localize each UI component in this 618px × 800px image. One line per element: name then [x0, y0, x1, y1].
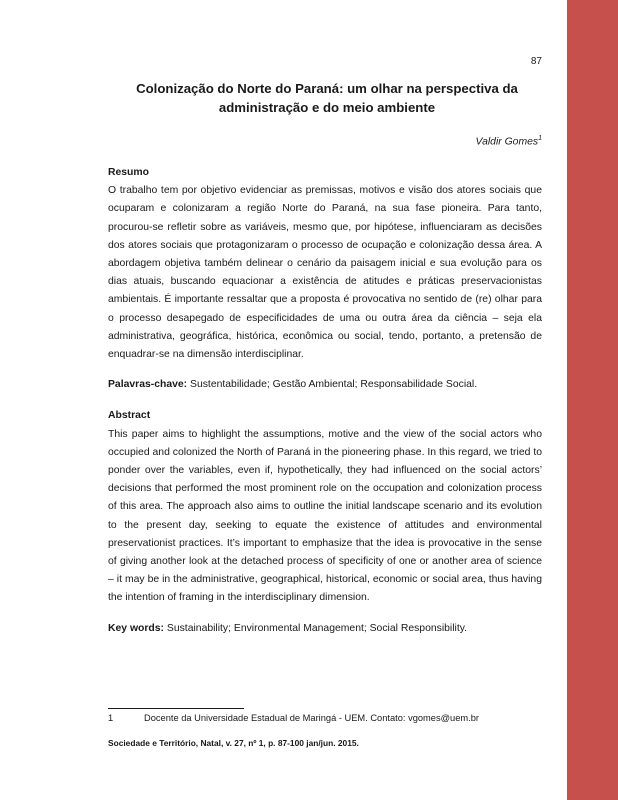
page-number: 87: [530, 56, 542, 67]
journal-citation: Sociedade e Território, Natal, v. 27, nº 1, p. 87-100 jan/jun. 2015.: [108, 738, 359, 748]
key-words-text: Sustainability; Environmental Management; Social Responsibility.: [166, 622, 468, 634]
author-name: Valdir Gomes: [475, 136, 539, 148]
footnote: [108, 713, 542, 723]
abstract-text: This paper aims to highlight the assumptions, motive and the view of the social actors who occupied and colonized the North of Paraná in the pioneering phase. In this regard, we tried to ponder over the variables, even if, hypothetically, they had influenced on the social actors’ decisions that performed the most prominent role on the occupation and colonization process of this area. The approach also aims to outline the initial landscape scenario and its evolution to the present day, seeking to equate the existence of attitudes and environmental preservationist practices. It’s important to emphasize that the idea is provocative in the sense of giving another look at the detached process of specificity of one or another area of science – it may be in the administrative, geographical, historical, economic or social area, thus having the intention of framing in the interdisciplinary dimension.: [108, 428, 542, 604]
resumo-heading: Resumo: [108, 167, 149, 178]
footnote-number: 1: [108, 713, 114, 723]
side-color-band: [567, 0, 618, 800]
resumo-text: O trabalho tem por objetivo evidenciar as premissas, motivos e visão dos atores sociais que ocuparam e colonizaram a região Norte do Paraná, na sua fase pioneira. Para tanto, procurou-se refletir sobre as variáveis, mesmo que, por hipótese, influenciaram as decisões dos atores sociais que protagonizaram o processo de ocupação e colonização dessa área. A abordagem objetiva também delinear o cenário da paisagem inicial e sua evolução para os dias atuais, buscando equacionar a existência de atitudes e práticas preservacionistas ambientais. É importante ressaltar que a proposta é provocativa no sentido de (re) olhar para o processo desapegado de especificidades de uma ou outra área da ciência – seja ela administrativa, geográfica, histórica, econômica ou social, tendo, portanto, a pretensão de enquadrar-se na dimensão interdisciplinar.: [108, 185, 542, 361]
palavras-chave-text: Sustentabilidade; Gestão Ambiental; Responsabilidade Social.: [190, 379, 478, 391]
footnote-divider: [108, 708, 244, 709]
palavras-chave-line: [108, 376, 542, 394]
footnote-text: Docente da Universidade Estadual de Maringá - UEM. Contato: vgomes@uem.br: [144, 713, 479, 723]
key-words-line: [108, 620, 542, 638]
article-title: Colonização do Norte do Paraná: um olhar na perspectiva da administração e do meio ambiente: [136, 81, 518, 115]
author-line: [300, 135, 542, 147]
abstract-heading: Abstract: [108, 410, 151, 422]
article-body: [108, 164, 542, 638]
author-footnote-mark: 1: [538, 135, 542, 142]
palavras-chave-label: Palavras-chave:: [108, 379, 188, 391]
key-words-label: Key words:: [108, 622, 165, 634]
